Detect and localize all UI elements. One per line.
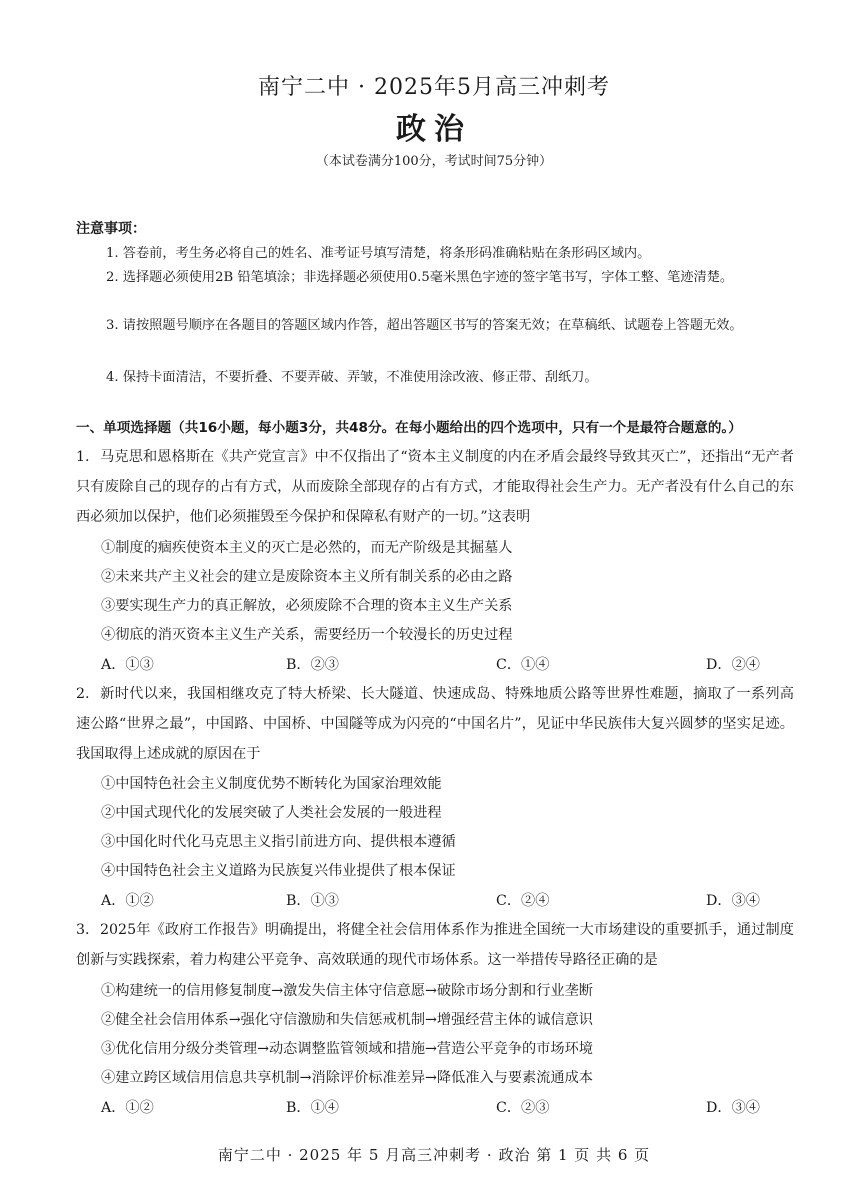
option-a: A．①② <box>101 1100 154 1116</box>
question-text: 2025年《政府工作报告》明确提出，将健全社会信用体系作为推进全国统一大市场建设的重要抓手，通过制度创新与实践探索，着力构建公平竞争、高效联通的现代市场体系。这一举措传导路径正确的是 <box>76 922 794 968</box>
notice-title: 注意事项： <box>76 221 146 237</box>
statement-1: ①中国特色社会主义制度优势不断转化为国家治理效能 <box>101 776 442 792</box>
question-number: 2. <box>76 686 90 702</box>
option-d: D．②④ <box>706 657 760 673</box>
statement-4: ④彻底的消灭资本主义生产关系，需要经历一个较漫长的历史过程 <box>101 627 513 643</box>
notice-item: 1. 答卷前，考生务必将自己的姓名、准考证号填写清楚，将条形码准确粘贴在条形码区域内。 <box>106 246 651 261</box>
option-d: D．③④ <box>706 1100 760 1116</box>
option-b: B．①③ <box>286 893 339 909</box>
subject-title: 政治 <box>396 112 472 147</box>
option-a: A．①② <box>101 893 154 909</box>
option-a: A．①③ <box>101 657 154 673</box>
statement-4: ④中国特色社会主义道路为民族复兴伟业提供了根本保证 <box>101 863 456 879</box>
notice-item: 2. 选择题必须使用2B 铅笔填涂；非选择题必须使用0.5毫米黑色字迹的签字笔书写，字体工整、笔迹清楚。 <box>106 270 734 285</box>
option-d: D．③④ <box>706 893 760 909</box>
question-number: 3. <box>76 922 90 938</box>
section-title: 一、单项选择题（共16小题，每小题3分，共48分。在每小题给出的四个选项中，只有一个是最符合题意的。） <box>76 420 742 436</box>
statement-2: ②未来共产主义社会的建立是废除资本主义所有制关系的必由之路 <box>101 569 513 585</box>
option-b: B．①④ <box>286 1100 339 1116</box>
notice-item: 4. 保持卡面清洁，不要折叠、不要弄破、弄皱，不准使用涂改液、修正带、刮纸刀。 <box>106 370 598 385</box>
statement-1: ①制度的痼疾使资本主义的灭亡是必然的，而无产阶级是其掘墓人 <box>101 540 513 556</box>
option-c: C．②③ <box>496 1100 550 1116</box>
statement-3: ③中国化时代化马克思主义指引前进方向、提供根本遵循 <box>101 834 456 850</box>
statement-1: ①构建统一的信用修复制度→激发失信主体守信意愿→破除市场分割和行业垄断 <box>101 983 593 999</box>
exam-title: 南宁二中 · 2025年5月高三冲刺考 <box>258 75 610 100</box>
statement-2: ②健全社会信用体系→强化守信激励和失信惩戒机制→增强经营主体的诚信意识 <box>101 1012 593 1028</box>
statement-3: ③要实现生产力的真正解放，必须废除不合理的资本主义生产关系 <box>101 598 513 614</box>
statement-4: ④建立跨区域信用信息共享机制→消除评价标准差异→降低准入与要素流通成本 <box>101 1070 593 1086</box>
question-1-stem <box>76 442 794 532</box>
question-text: 马克思和恩格斯在《共产党宣言》中不仅指出了“资本主义制度的内在矛盾会最终导致其灭亡”，还指出“无产者只有废除自己的现存的占有方式，从而废除全部现存的占有方式，才能取得社会生产力。无产者没有什么自己的东西必须加以保护，他们必须摧毁至今保护和保障私有财产的一切。”这表明 <box>76 449 794 525</box>
question-3-stem <box>76 915 794 975</box>
exam-meta: （本试卷满分100分，考试时间75分钟） <box>315 154 553 169</box>
option-b: B．②③ <box>286 657 339 673</box>
statement-3: ③优化信用分级分类管理→动态调整监管领域和措施→营造公平竞争的市场环境 <box>101 1041 593 1057</box>
question-number: 1. <box>76 449 90 465</box>
page-footer: 南宁二中 · 2025 年 5 月高三冲刺考 · 政治 第 1 页 共 6 页 <box>217 1146 651 1164</box>
question-text: 新时代以来，我国相继攻克了特大桥梁、长大隧道、快速成岛、特殊地质公路等世界性难题，摘取了一系列高速公路“世界之最”，中国路、中国桥、中国隧等成为闪亮的“中国名片”，见证中华民族伟大复兴圆梦的坚实足迹。我国取得上述成就的原因在于 <box>76 686 794 762</box>
option-c: C．②④ <box>496 893 550 909</box>
question-2-stem <box>76 679 794 769</box>
notice-item: 3. 请按照题号顺序在各题目的答题区域内作答，超出答题区书写的答案无效；在草稿纸、试题卷上答题无效。 <box>106 318 743 333</box>
statement-2: ②中国式现代化的发展突破了人类社会发展的一般进程 <box>101 805 442 821</box>
option-c: C．①④ <box>496 657 550 673</box>
